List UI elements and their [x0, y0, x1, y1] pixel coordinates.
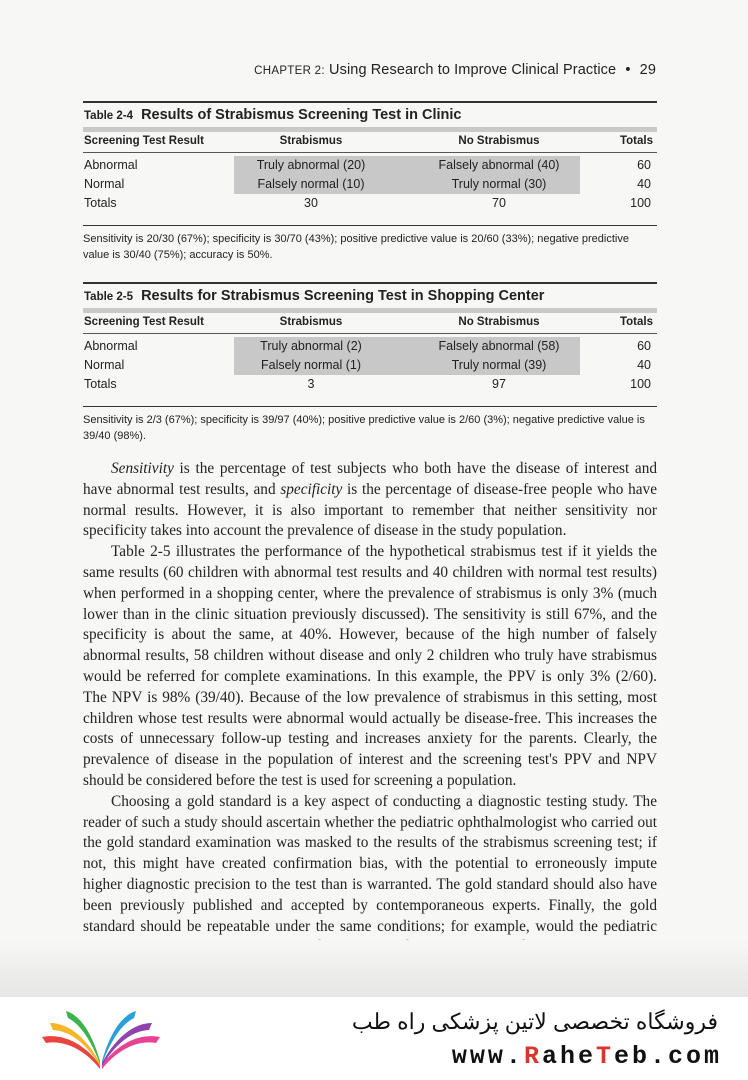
url-part: eb.com [613, 1042, 722, 1071]
table-number: Table 2-5 [84, 291, 133, 303]
column-header: No Strabismus [458, 135, 540, 147]
table-cell: 60 [637, 158, 651, 172]
paragraph-text: is the percentage of disease-free people who have normal results. However, it is also important to remember that neither sensitivity nor specificity takes into account the prevalence of disease in the study population. [83, 480, 657, 540]
store-title: فروشگاه تخصصی لاتین پزشکی راه طب [351, 1009, 718, 1034]
header-separator: • [625, 62, 631, 78]
table-header-row [83, 308, 657, 334]
table-cell: 30 [304, 196, 318, 210]
table-cell: Truly normal (39) [451, 358, 547, 372]
column-header: No Strabismus [458, 316, 540, 328]
table-cell: 70 [492, 196, 506, 210]
column-header: Totals [619, 316, 653, 328]
table-footnote: Sensitivity is 20/30 (67%); specificity is 30/70 (43%); positive predictive value is 20/60 (33%); negative predictive value is 30/40 (75%); accuracy is 50%. [83, 225, 657, 263]
url-part: ahe [541, 1042, 596, 1071]
paragraph [83, 459, 657, 542]
table-cell: Falsely normal (1) [260, 358, 362, 372]
column-header: Totals [619, 135, 653, 147]
table-cell: 100 [630, 377, 651, 391]
table-cell: 97 [492, 377, 506, 391]
url-part: T [595, 1042, 614, 1071]
paragraph: Choosing a gold standard is a key aspect of conducting a diagnostic testing study. The reader of such a study should ascertain whether the pediatric ophthalmologist who carried out the gold standard examination was masked to the results of the strabismus screening test; if not, this might have created confirmation bias, with the potential to erroneously impute higher diagnostic precision to the test than is warranted. The gold standard should also have been previously published and accepted by contemporaneous experts. Finally, the gold standard should be repeatable under the same conditions; for example, would the pediatric [83, 792, 657, 935]
publisher-banner [0, 997, 748, 1080]
column-header: Screening Test Result [84, 316, 204, 328]
table-cell: Falsely abnormal (58) [438, 339, 560, 353]
table-footnote: Sensitivity is 2/3 (67%); specificity is 39/97 (40%); positive predictive value is 2/60 (3%); negative predictive value is 39/40 (98%). [83, 406, 657, 444]
store-url[interactable] [452, 1042, 722, 1071]
table-2-5 [83, 282, 657, 444]
table-cell: Falsely abnormal (40) [438, 158, 560, 172]
table-cell: 100 [630, 196, 651, 210]
url-part: R [523, 1042, 542, 1071]
term-specificity: specificity [280, 480, 343, 498]
table-cell: 3 [307, 377, 315, 391]
table-row [83, 338, 657, 357]
table-cell: Abnormal [84, 158, 138, 172]
table-cell: Truly abnormal (20) [256, 158, 366, 172]
chapter-title: Using Research to Improve Clinical Practice [329, 62, 617, 78]
table-cell: 40 [637, 358, 651, 372]
table-cell: Truly abnormal (2) [260, 339, 362, 353]
table-cell: Totals [84, 377, 117, 391]
table-2-4 [83, 101, 657, 263]
table-cell: 60 [637, 339, 651, 353]
column-header: Strabismus [279, 316, 343, 328]
table-cell: 40 [637, 177, 651, 191]
column-header: Strabismus [279, 135, 343, 147]
book-logo-icon [36, 1003, 166, 1075]
table-title: Results for Strabismus Screening Test in Shopping Center [141, 288, 545, 304]
running-header [0, 62, 656, 78]
paragraph: Table 2-5 illustrates the performance of the hypothetical strabismus test if it yields the same results (60 children with abnormal test results and 40 children with normal test results) when performed in a shopping center, where the prevalence of strabismus is only 3% (much lower than in the clinic situation previously discussed). The sensitivity is still 67%, and the specificity is about the same, at 40%. However, because of the high number of falsely abnormal results, 58 children without disease and only 2 children who truly have strabismus would be referred for complete examinations. In this example, the PPV is only 3% (2/60). The NPV is 98% (39/40). Because of the low prevalence of strabismus in this setting, most children whose test results were abnormal would actually be disease-free. This increases the costs of unnecessary follow-up testing and increases anxiety for the parents. Clearly, the prevalence of disease in the population of interest and the screening test's PPV and NPV should be considered before the test is used for screening a population. [83, 543, 657, 789]
chapter-label: CHAPTER 2: [254, 65, 325, 77]
table-cell: Totals [84, 196, 117, 210]
paragraph-text: is the percentage of test subjects who both have the disease of interest and have abnormal test results, and [83, 460, 657, 498]
table-caption [83, 103, 657, 127]
table-row [83, 376, 657, 395]
body-text [83, 459, 657, 1000]
table-row [83, 157, 657, 176]
table-cell: Normal [84, 177, 125, 191]
table-row [83, 357, 657, 376]
table-title: Results of Strabismus Screening Test in Clinic [141, 107, 462, 123]
table-cell: Truly normal (30) [451, 177, 547, 191]
column-header: Screening Test Result [84, 135, 204, 147]
table-cell: Normal [84, 358, 125, 372]
table-caption [83, 284, 657, 308]
table-cell: Falsely normal (10) [257, 177, 365, 191]
table-cell: Abnormal [84, 339, 138, 353]
url-part: www. [451, 1042, 524, 1071]
table-row [83, 195, 657, 214]
page-bottom-shadow [0, 940, 748, 998]
table-number: Table 2-4 [84, 110, 133, 122]
term-sensitivity: Sensitivity [111, 460, 174, 477]
page-number: 29 [639, 62, 656, 78]
table-row [83, 176, 657, 195]
table-header-row [83, 127, 657, 153]
